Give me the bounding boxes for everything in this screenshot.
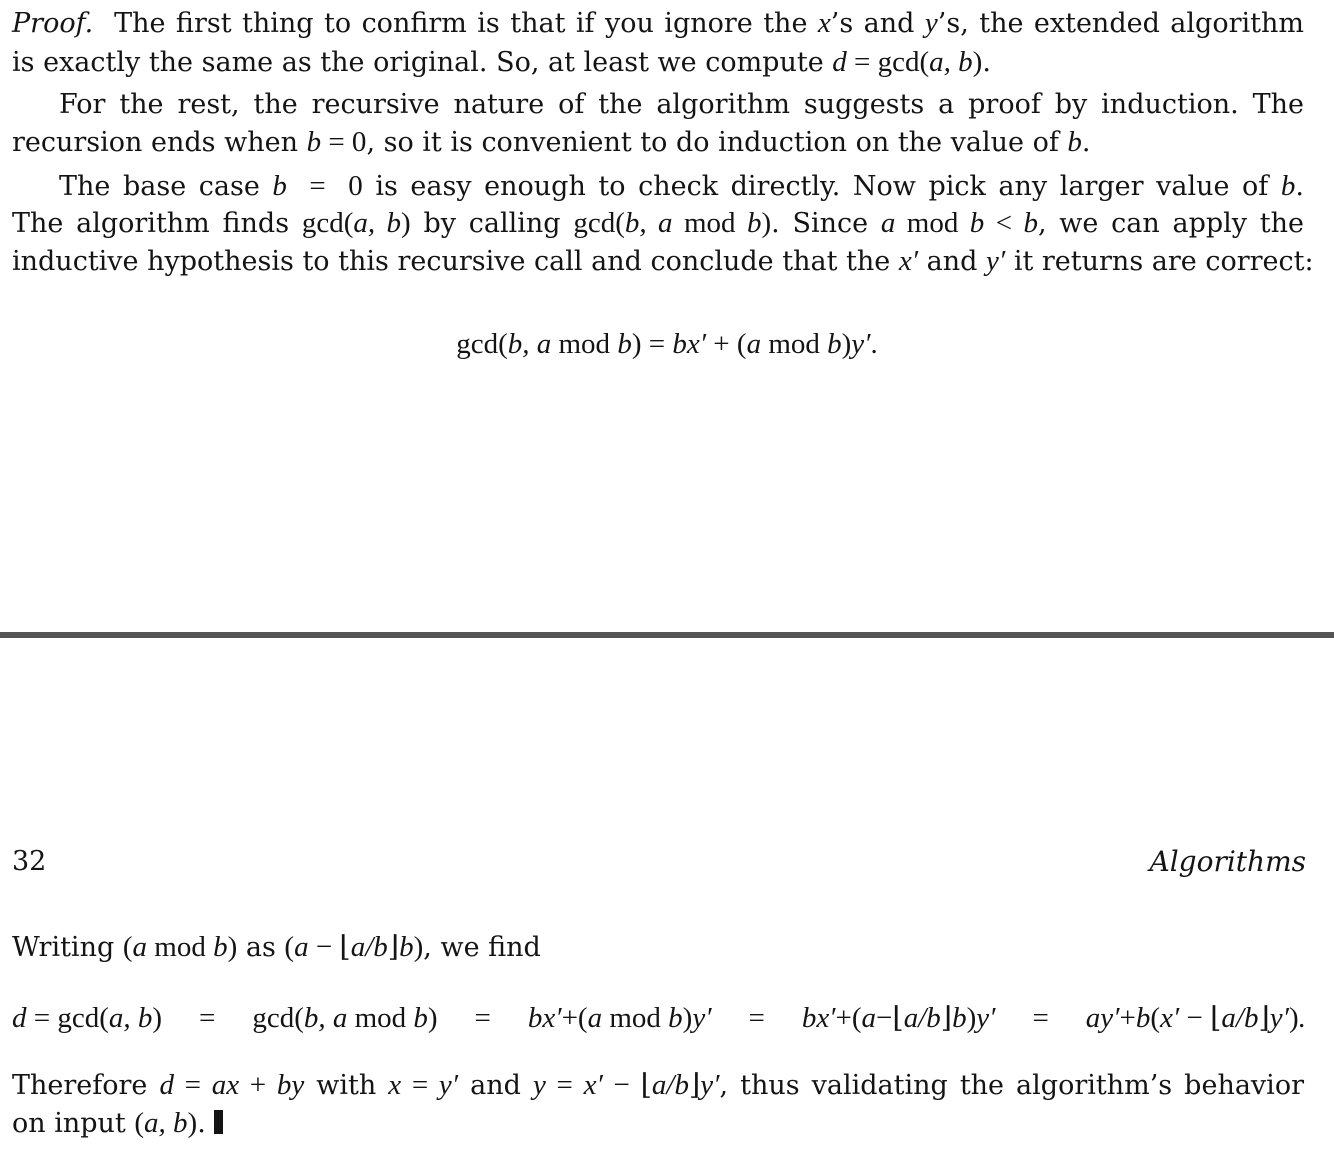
eq-part: bx′+(a−⌊a/b⌋b)y′ xyxy=(801,1002,996,1034)
proof-label: Proof. xyxy=(12,8,94,39)
base-case-line-2 xyxy=(12,206,1304,241)
math-y: y xyxy=(924,7,938,39)
math-b-zero: b = 0 xyxy=(306,126,367,158)
math-input-ab: (a, b) xyxy=(134,1107,198,1139)
text-run: . Since xyxy=(771,208,869,239)
text-run: on input xyxy=(12,1108,126,1139)
text-run: , so it is convenient to do induction on the value of xyxy=(366,127,1059,158)
eq-part: ay′+b(x′ − ⌊a/b⌋y′). xyxy=(1085,1002,1306,1034)
text-run: , we find xyxy=(423,932,541,963)
math-d-gcd: d = gcd(a, b) xyxy=(832,46,983,78)
qed-icon xyxy=(214,1110,223,1134)
proof-line-2: is exactly the same as the original. So, at least we compute d = gcd(a, b). xyxy=(12,46,991,78)
text-run: Therefore xyxy=(12,1070,148,1101)
proof-line-1 xyxy=(12,6,1304,41)
therefore-line-1 xyxy=(12,1068,1304,1103)
math-y-prime: y′ xyxy=(986,245,1006,277)
text-run: , thus validating the algorithm’s behavior xyxy=(719,1070,1304,1101)
eq-sign: = xyxy=(748,1002,765,1034)
math-x: x xyxy=(817,7,831,39)
text-run: , we can apply the xyxy=(1037,208,1305,239)
math-amodb-lt-b: a mod b < b xyxy=(880,207,1038,239)
math-x-prime: x′ xyxy=(898,245,919,277)
text-run: inductive hypothesis to this recursive call and conclude that the xyxy=(12,246,891,277)
induction-line-1: For the rest, the recursive nature of the algorithm suggests a proof by induction. The xyxy=(59,89,1304,120)
math-y-eq: y = x′ − ⌊a/b⌋y′ xyxy=(532,1069,720,1101)
math-floor-expansion: (a − ⌊a/b⌋b) xyxy=(284,931,424,963)
therefore-line-2: on input (a, b). xyxy=(12,1106,1304,1141)
text-run: The base case xyxy=(59,171,260,202)
math-b: b xyxy=(1067,126,1082,158)
eq-part: d = gcd(a, b) xyxy=(12,1002,163,1034)
text-run: is exactly the same as the original. So, at least we compute xyxy=(12,47,824,78)
text-run: is easy enough to check directly. Now pick any larger value of xyxy=(375,171,1269,202)
eq-part: gcd(b, a mod b) xyxy=(252,1002,438,1034)
math-d-axby: d = ax + by xyxy=(159,1069,305,1101)
text-run: by calling xyxy=(423,208,561,239)
text-run: The algorithm finds xyxy=(12,208,290,239)
eq-sign: = xyxy=(1032,1002,1049,1034)
text-run: with xyxy=(316,1070,377,1101)
eq-part: bx′+(a mod b)y′ xyxy=(527,1002,712,1034)
eq-sign: = xyxy=(199,1002,216,1034)
page-number: 32 xyxy=(12,846,47,877)
writing-line xyxy=(12,930,1304,965)
text-run: and xyxy=(926,246,978,277)
running-head: Algorithms xyxy=(1149,845,1306,878)
eq-sign: = xyxy=(474,1002,491,1034)
text-run: recursion ends when xyxy=(12,127,298,158)
text-run: The first thing to confirm is that if you ignore the xyxy=(114,8,808,39)
math-x-eq-yprime: x = y′ xyxy=(388,1069,459,1101)
math-amodb: (a mod b) xyxy=(122,931,238,963)
math-b: b xyxy=(1280,170,1296,202)
math-gcd-b-amodb: gcd(b, a mod b) xyxy=(573,207,772,239)
text-run: it returns are correct: xyxy=(1013,246,1314,277)
base-case-line-1: The base case b = 0 is easy enough to check directly. Now pick any larger value of b. xyxy=(59,170,1304,202)
math-gcd-a-b: gcd(a, b) xyxy=(301,207,411,239)
text-run: Writing xyxy=(12,932,115,963)
text-run: as xyxy=(245,932,276,963)
display-equation-inductive: gcd(b, a mod b) = bx′ + (a mod b)y′. xyxy=(456,328,878,360)
induction-line-2: recursion ends when b = 0, so it is convenient to do induction on the value of b. xyxy=(12,126,1091,158)
math-b-equals-zero: b = 0 xyxy=(272,170,363,202)
base-case-line-3 xyxy=(12,244,1314,279)
text-run: and xyxy=(470,1070,521,1101)
text-run: ’s, the extended algorithm xyxy=(937,8,1304,39)
display-equation-chain xyxy=(12,1000,1306,1035)
page-separator xyxy=(0,632,1334,638)
text-run: ’s and xyxy=(830,8,915,39)
